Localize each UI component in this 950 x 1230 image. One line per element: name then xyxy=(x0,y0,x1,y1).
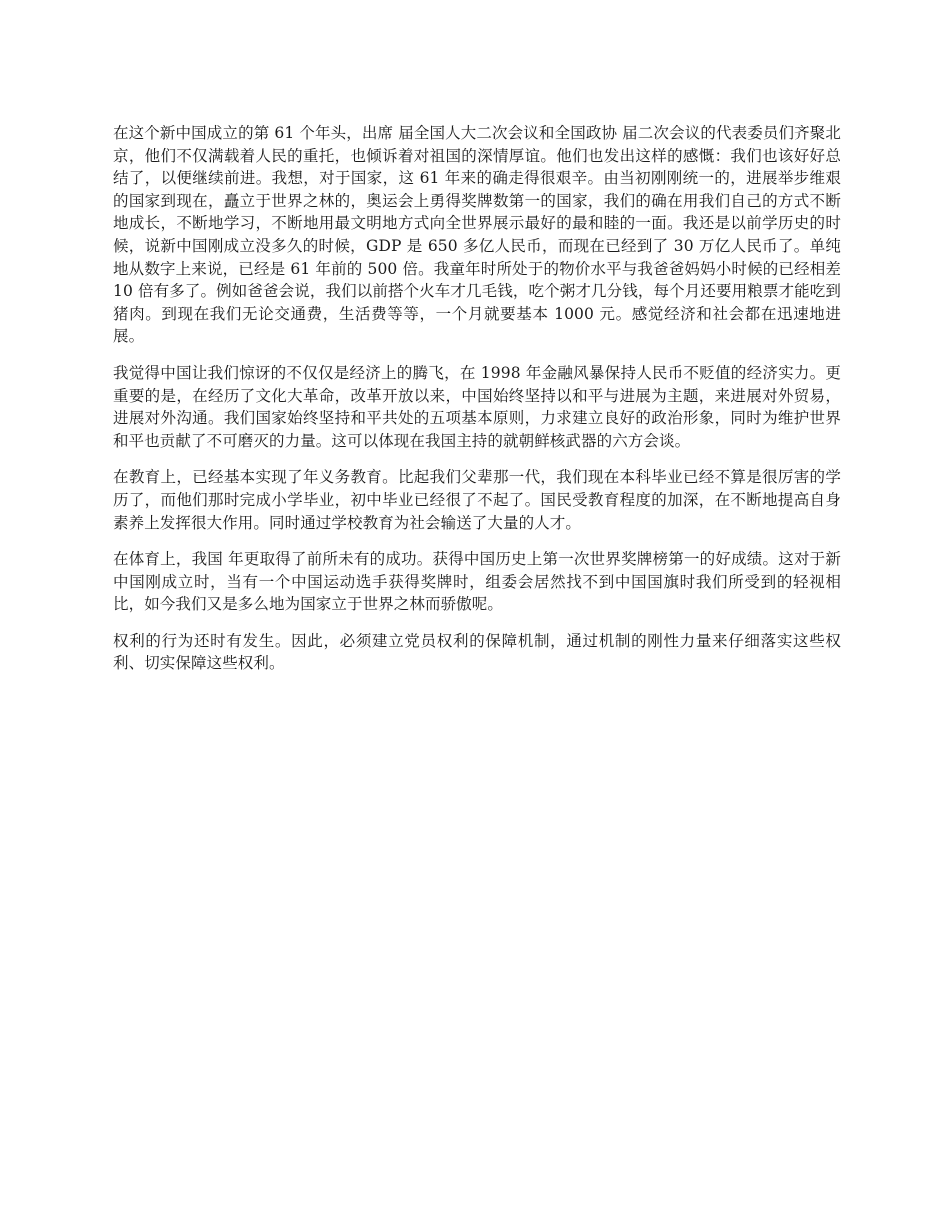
paragraph-economy: 在这个新中国成立的第 61 个年头，出席 届全国人大二次会议和全国政协 届二次会议的代表委员们齐聚北京，他们不仅满载着人民的重托，也倾诉着对祖国的深情厚谊。他们也发出这样的感慨：我们也该好好总结了，以便继续前进。我想，对于国家，这 61 年来的确走得很艰辛。由当初刚刚统一的，进展举步维艰的国家到现在，矗立于世界之林的，奥运会上勇得奖牌数第一的国家，我们的确在用我们自己的方式不断地成长，不断地学习，不断地用最文明地方式向全世界展示最好的最和睦的一面。我还是以前学历史的时候，说新中国刚成立没多久的时候，GDP 是 650 多亿人民币，而现在已经到了 30 万亿人民币了。单纯地从数字上来说，已经是 61 年前的 500 倍。我童年时所处于的物价水平与我爸爸妈妈小时候的已经相差 10 倍有多了。例如爸爸会说，我们以前搭个火车才几毛钱，吃个粥才几分钱，每个月还要用粮票才能吃到猪肉。到现在我们无论交通费，生活费等等，一个月就要基本 1000 元。感觉经济和社会都在迅速地进展。 xyxy=(113,124,841,346)
paragraph-rights: 权利的行为还时有发生。因此，必须建立党员权利的保障机制，通过机制的刚性力量来仔细落实这些权利、切实保障这些权利。 xyxy=(113,631,841,673)
document-page xyxy=(113,122,841,689)
paragraph-education: 在教育上，已经基本实现了年义务教育。比起我们父辈那一代，我们现在本科毕业已经不算是很厉害的学历了，而他们那时完成小学毕业，初中毕业已经很了不起了。国民受教育程度的加深，在不断地提高自身素养上发挥很大作用。同时通过学校教育为社会输送了大量的人才。 xyxy=(113,468,841,532)
paragraph-diplomacy: 我觉得中国让我们惊讶的不仅仅是经济上的腾飞，在 1998 年金融风暴保持人民币不贬值的经济实力。更重要的是，在经历了文化大革命，改革开放以来，中国始终坚持以和平与进展为主题，来进展对外贸易，进展对外沟通。我们国家始终坚持和平共处的五项基本原则，力求建立良好的政治形象，同时为维护世界和平也贡献了不可磨灭的力量。这可以体现在我国主持的就朝鲜核武器的六方会谈。 xyxy=(113,363,841,450)
paragraph-sports: 在体育上，我国 年更取得了前所未有的成功。获得中国历史上第一次世界奖牌榜第一的好成绩。这对于新中国刚成立时，当有一个中国运动选手获得奖牌时，组委会居然找不到中国国旗时我们所受到的轻视相比，如今我们又是多么地为国家立于世界之林而骄傲呢。 xyxy=(113,550,841,614)
